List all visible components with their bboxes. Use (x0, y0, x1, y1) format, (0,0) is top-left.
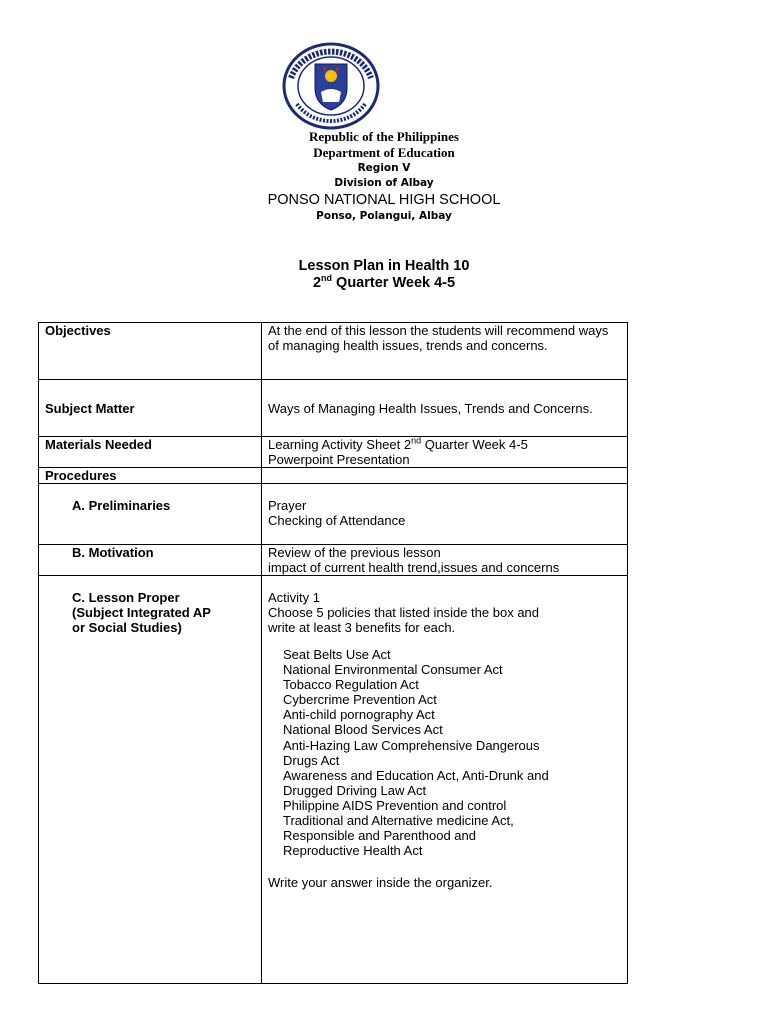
lesson-proper-label-3: or Social Studies) (72, 620, 182, 635)
subject-matter-label: Subject Matter (39, 380, 262, 437)
policy-item: Drugs Act (283, 752, 340, 768)
policy-item: Philippine AIDS Prevention and control (283, 797, 507, 813)
objectives-text: At the end of this lesson the students will recommend ways of managing health issues, trends and concerns. (262, 323, 628, 380)
deped-seal-logo (281, 42, 381, 130)
materials-ordinal: nd (411, 435, 422, 446)
policy-item: Awareness and Education Act, Anti-Drunk and (283, 767, 549, 783)
preliminaries-row (39, 484, 628, 545)
objectives-label: Objectives (39, 323, 262, 380)
materials-line-2: Powerpoint Presentation (268, 452, 410, 467)
policy-item: Traditional and Alternative medicine Act, (283, 813, 514, 829)
school-address: Ponso, Polangui, Albay (316, 210, 452, 222)
lesson-proper-row (39, 576, 628, 984)
lesson-proper-label-2: (Subject Integrated AP (72, 605, 211, 620)
lesson-proper-content (262, 576, 628, 984)
policy-item: Responsible and Parenthood and (283, 828, 476, 844)
region-line: Region V (357, 162, 411, 174)
activity-instruction-1: Choose 5 policies that listed inside the box and (268, 605, 540, 620)
quarter-subtitle (0, 275, 768, 291)
procedures-row (39, 468, 628, 484)
motivation-text (262, 545, 628, 576)
policy-list (268, 647, 621, 858)
motivation-label: B. Motivation (39, 545, 262, 576)
quarter-ordinal: nd (321, 273, 333, 284)
policy-item: Drugged Driving Law Act (283, 782, 427, 798)
subject-matter-row (39, 380, 628, 437)
policy-item: Seat Belts Use Act (283, 647, 391, 662)
quarter-rest: Quarter Week 4-5 (332, 275, 456, 291)
materials-label: Materials Needed (39, 437, 262, 468)
policy-item: National Environmental Consumer Act (283, 662, 503, 678)
republic-line: Republic of the Philippines (309, 129, 459, 144)
school-name: PONSO NATIONAL HIGH SCHOOL (267, 192, 501, 208)
policy-item: Anti-Hazing Law Comprehensive Dangerous (283, 737, 540, 753)
materials-row (39, 437, 628, 468)
activity-title: Activity 1 (268, 590, 321, 605)
lesson-plan-title: Lesson Plan in Health 10 (298, 258, 470, 274)
procedures-label: Procedures (39, 468, 262, 484)
closing-instruction: Write your answer inside the organizer. (268, 875, 493, 891)
motivation-line-2: impact of current health trend,issues and concerns (268, 560, 560, 575)
policy-item: Reproductive Health Act (283, 843, 423, 859)
preliminaries-line-2: Checking of Attendance (268, 513, 406, 528)
procedures-empty-cell (262, 468, 628, 484)
subject-matter-text: Ways of Managing Health Issues, Trends and Concerns. (262, 380, 628, 437)
policy-item: National Blood Services Act (283, 722, 443, 738)
policy-item: Anti-child pornography Act (283, 707, 435, 723)
preliminaries-line-1: Prayer (268, 498, 307, 513)
policy-item: Tobacco Regulation Act (283, 677, 419, 693)
lesson-plan-table (38, 322, 628, 984)
division-line: Division of Albay (334, 177, 434, 189)
policy-item: Cybercrime Prevention Act (283, 692, 437, 708)
materials-text (262, 437, 628, 468)
quarter-number: 2 (312, 275, 322, 291)
materials-line-1-text: Learning Activity Sheet 2 (268, 437, 412, 452)
preliminaries-text (262, 484, 628, 545)
motivation-line-1: Review of the previous lesson (268, 545, 441, 560)
lesson-proper-label (39, 576, 262, 984)
materials-line-1-rest: Quarter Week 4-5 (421, 437, 528, 452)
materials-line-1 (268, 437, 621, 452)
objectives-row (39, 323, 628, 380)
activity-instruction-2: write at least 3 benefits for each. (268, 620, 456, 635)
preliminaries-label: A. Preliminaries (39, 484, 262, 545)
motivation-row (39, 545, 628, 576)
department-line: Department of Education (313, 145, 455, 160)
lesson-proper-label-1: C. Lesson Proper (72, 590, 180, 605)
